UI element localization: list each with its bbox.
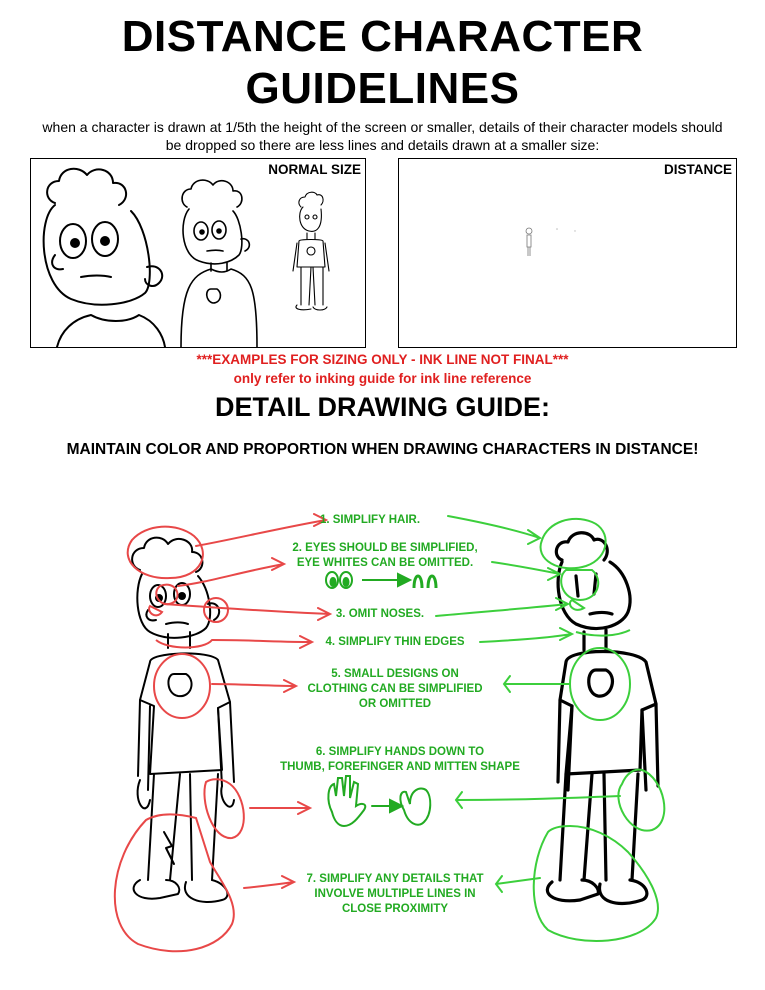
tip-7-text-line2: INVOLVE MULTIPLE LINES IN	[314, 888, 476, 900]
tip-6	[262, 745, 538, 775]
tip-2	[270, 541, 500, 571]
tip-6-text-line1: 6. SIMPLIFY HANDS DOWN TO	[315, 746, 485, 758]
tip-4	[300, 635, 490, 650]
normal-size-label: NORMAL SIZE	[268, 162, 361, 177]
tip-7-text-line1: 7. SIMPLIFY ANY DETAILS THAT	[306, 873, 484, 885]
warning-note: ***EXAMPLES FOR SIZING ONLY - INK LINE NOT FINAL***	[196, 352, 569, 367]
tip-2-text-line1: 2. EYES SHOULD BE SIMPLIFIED,	[292, 542, 478, 554]
tip-6-text-line2: THUMB, FOREFINGER AND MITTEN SHAPE	[280, 761, 520, 773]
detailed-character-drawing	[132, 538, 234, 902]
tip-5	[290, 667, 500, 712]
hands-example-icon	[328, 776, 430, 826]
page-title-line1: DISTANCE CHARACTER	[121, 12, 644, 61]
tip-4-text: 4. SIMPLIFY THIN EDGES	[325, 636, 465, 648]
tip-1-text: 1. SIMPLIFY HAIR.	[319, 514, 421, 526]
simplified-character-drawing	[547, 533, 658, 904]
page-title-line2: GUIDELINES	[245, 64, 520, 113]
tip-3-text: 3. OMIT NOSES.	[335, 608, 425, 620]
intro-line2: be dropped so there are less lines and details drawn at a smaller size:	[165, 137, 600, 153]
tip-2-text-line2: EYE WHITES CAN BE OMITTED.	[296, 557, 474, 569]
reference-note: only refer to inking guide for ink line reference	[233, 371, 532, 386]
guide-subheading: MAINTAIN COLOR AND PROPORTION WHEN DRAWING CHARACTERS IN DISTANCE!	[66, 441, 699, 458]
simplified-markers	[534, 519, 665, 941]
intro-line1: when a character is drawn at 1/5th the height of the screen or smaller, details of their character models should	[42, 119, 723, 135]
tip-5-text-line2: CLOTHING CAN BE SIMPLIFIED	[307, 683, 483, 695]
tip-5-text-line1: 5. SMALL DESIGNS ON	[331, 668, 459, 680]
tip-5-text-line3: OR OMITTED	[358, 698, 432, 710]
eyes-example-icon	[326, 572, 436, 588]
guide-heading: DETAIL DRAWING GUIDE:	[215, 392, 550, 422]
tip-7-text-line3: CLOSE PROXIMITY	[341, 903, 449, 915]
tip-1	[290, 513, 450, 528]
tip-3	[320, 607, 440, 622]
tip-7	[290, 872, 500, 917]
distance-label: DISTANCE	[663, 162, 732, 177]
